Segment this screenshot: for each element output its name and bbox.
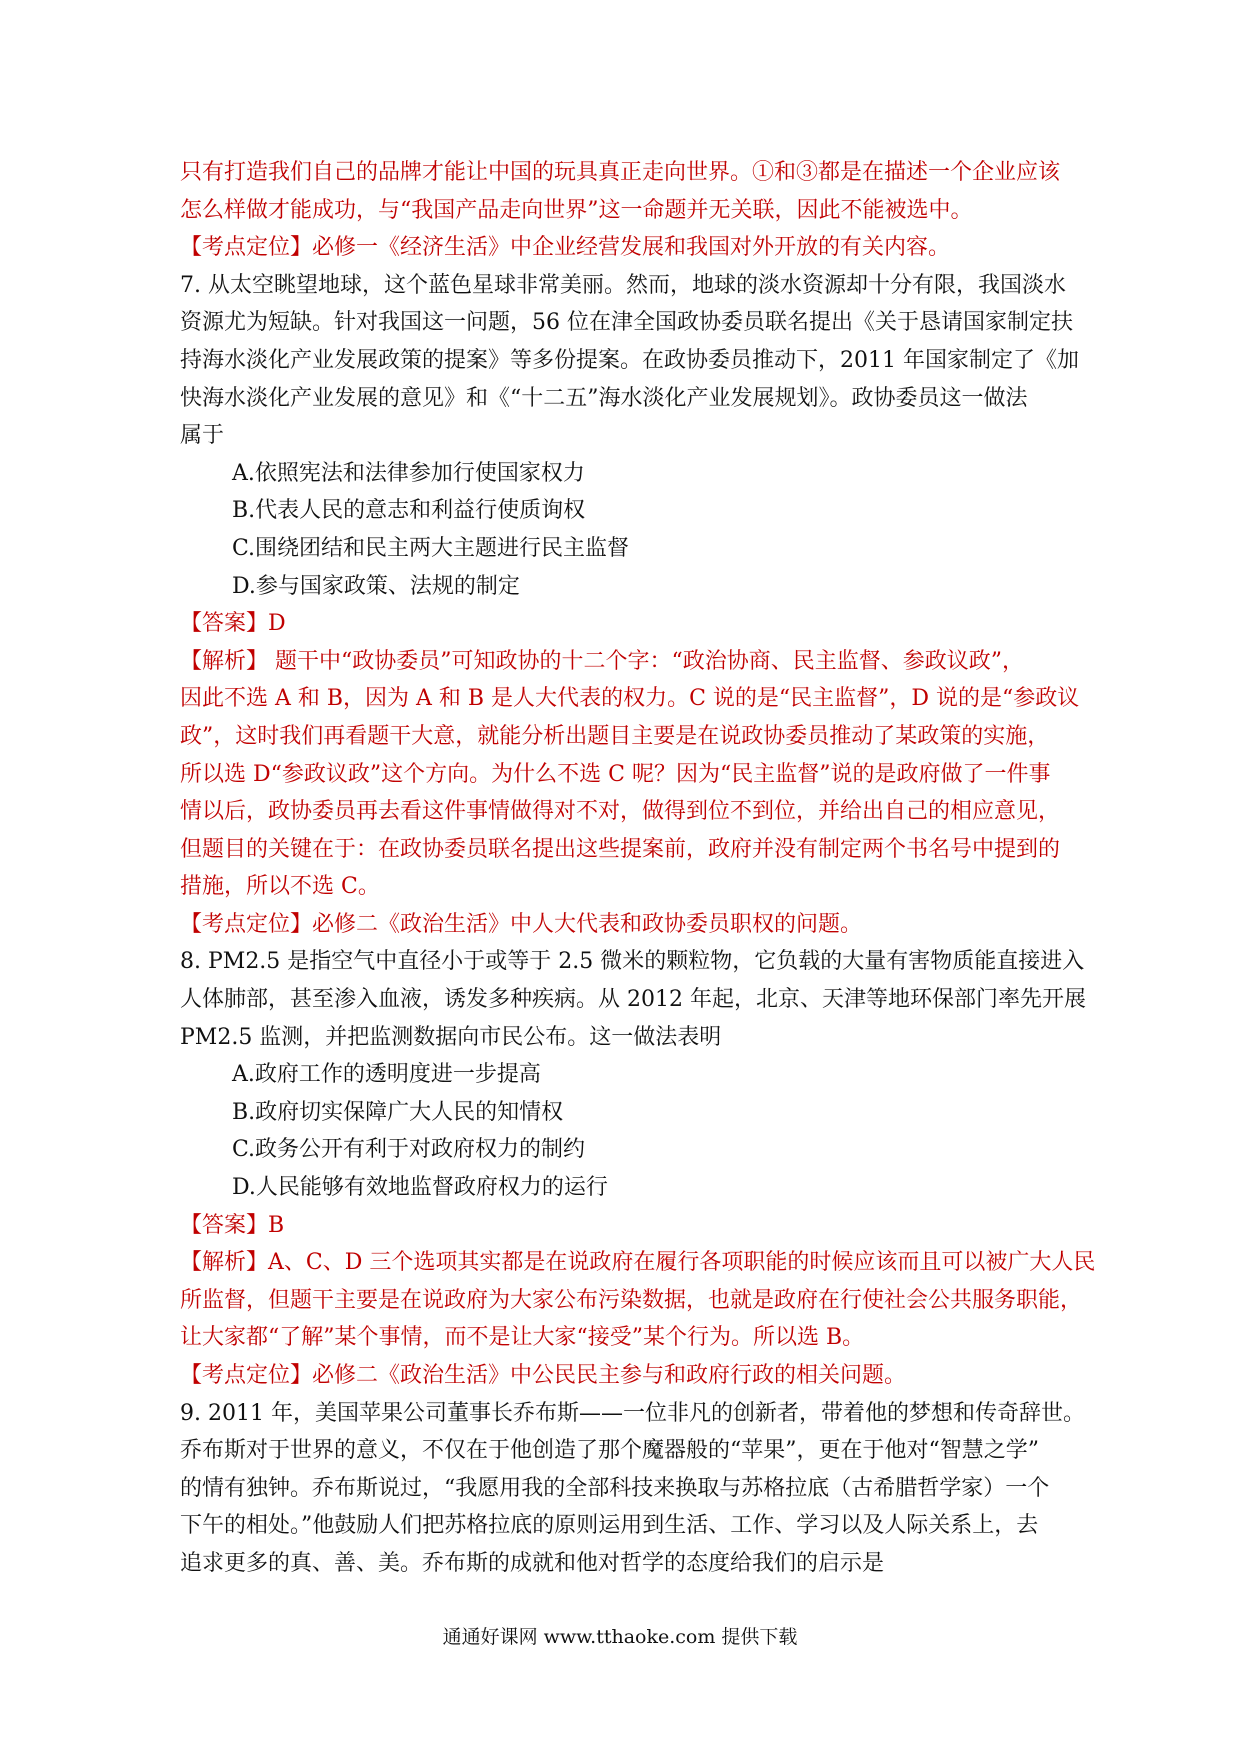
q8-answer: 【答案】B: [180, 1212, 285, 1238]
q8-stem-line-2: 人体肺部，甚至渗入血液，诱发多种疾病。从 2012 年起，北京、天津等地环保部门率先开展: [180, 987, 1086, 1013]
q8-analysis-line-1: 【解析】A、C、D 三个选项其实都是在说政府在履行各项职能的时候应该而且可以被广大人民: [180, 1250, 1096, 1276]
q7-analysis-line-5: 情以后，政协委员再去看这件事情做得对不对，做得到位不到位，并给出自己的相应意见，: [180, 799, 1061, 825]
q9-stem-line-5: 追求更多的真、善、美。乔布斯的成就和他对哲学的态度给我们的启示是: [180, 1550, 885, 1576]
q7-option-c: C.围绕团结和民主两大主题进行民主监督: [232, 535, 630, 561]
q8-option-d: D.人民能够有效地监督政府权力的运行: [232, 1175, 608, 1201]
q7-point: 【考点定位】必修二《政治生活》中人大代表和政协委员职权的问题。: [180, 911, 863, 937]
intro-line-2: 怎么样做才能成功，与“我国产品走向世界”这一命题并无关联，因此不能被选中。: [180, 197, 973, 223]
q7-stem-line-1: 7. 从太空眺望地球，这个蓝色星球非常美丽。然而，地球的淡水资源却十分有限，我国淡水: [180, 272, 1066, 298]
page-content: [180, 154, 1096, 1583]
page-footer: 通通好课网 www.tthaoke.com 提供下载: [442, 1626, 798, 1648]
q7-analysis-line-7: 措施，所以不选 C。: [180, 874, 380, 900]
q7-analysis-line-3: 政”，这时我们再看题干大意，就能分析出题目主要是在说政协委员推动了某政策的实施，: [180, 723, 1050, 749]
q9-stem-line-2: 乔布斯对于世界的意义，不仅在于他创造了那个魔器般的“苹果”，更在于他对“智慧之学”: [180, 1438, 1039, 1464]
q8-option-b: B.政府切实保障广大人民的知情权: [232, 1099, 564, 1125]
intro-line-1: 只有打造我们自己的品牌才能让中国的玩具真正走向世界。①和③都是在描述一个企业应该: [180, 160, 1061, 185]
q8-point: 【考点定位】必修二《政治生活》中公民民主参与和政府行政的相关问题。: [180, 1363, 907, 1388]
q6-point-line: 【考点定位】必修一《经济生活》中企业经营发展和我国对外开放的有关内容。: [180, 235, 951, 261]
q7-option-d: D.参与国家政策、法规的制定: [232, 573, 520, 599]
q8-stem-line-3: PM2.5 监测，并把监测数据向市民公布。这一做法表明: [180, 1024, 722, 1050]
q7-answer: 【答案】D: [180, 611, 286, 637]
q8-stem-line-1: 8. PM2.5 是指空气中直径小于或等于 2.5 微米的颗粒物，它负载的大量有害物质能直接进入: [180, 949, 1085, 975]
q7-stem-line-4: 快海水淡化产业发展的意见》和《“十二五”海水淡化产业发展规划》。政协委员这一做法: [180, 385, 1028, 411]
q9-stem-line-1: 9. 2011 年，美国苹果公司董事长乔布斯——一位非凡的创新者，带着他的梦想和传奇辞世。: [180, 1400, 1085, 1426]
q9-stem-line-4: 下午的相处。”他鼓励人们把苏格拉底的原则运用到生活、工作、学习以及人际关系上，去: [180, 1513, 1039, 1539]
q8-analysis-line-3: 让大家都“了解”某个事情，而不是让大家“接受”某个行为。所以选 B。: [180, 1325, 865, 1351]
q8-option-c: C.政务公开有利于对政府权力的制约: [232, 1137, 586, 1163]
q7-analysis-line-4: 所以选 D“参政议政”这个方向。为什么不选 C 呢？因为“民主监督”说的是政府做了一件事: [180, 761, 1051, 787]
q8-analysis-line-2: 所监督，但题干主要是在说政府为大家公布污染数据，也就是政府在行使社会公共服务职能，: [180, 1287, 1083, 1313]
q8-option-a: A.政府工作的透明度进一步提高: [232, 1062, 541, 1088]
q7-option-b: B.代表人民的意志和利益行使质询权: [232, 498, 586, 524]
q7-analysis-line-1: 【解析】 题干中“政协委员”可知政协的十二个字：“政治协商、民主监督、参政议政”，: [180, 648, 1024, 674]
q7-analysis-line-2: 因此不选 A 和 B，因为 A 和 B 是人大代表的权力。C 说的是“民主监督”，D 说的是“参政议: [180, 686, 1080, 712]
q7-analysis-line-6: 但题目的关键在于：在政协委员联名提出这些提案前，政府并没有制定两个书名号中提到的: [180, 836, 1061, 862]
q7-stem-line-2: 资源尤为短缺。针对我国这一问题，56 位在津全国政协委员联名提出《关于恳请国家制定扶: [180, 310, 1073, 336]
q7-option-a: A.依照宪法和法律参加行使国家权力: [232, 460, 585, 486]
q9-stem-line-3: 的情有独钟。乔布斯说过，“我愿用我的全部科技来换取与苏格拉底（古希腊哲学家）一个: [180, 1475, 1050, 1501]
q7-stem-line-5: 属于: [180, 423, 225, 449]
q7-stem-line-3: 持海水淡化产业发展政策的提案》等多份提案。在政协委员推动下，2011 年国家制定了《加: [180, 347, 1079, 373]
